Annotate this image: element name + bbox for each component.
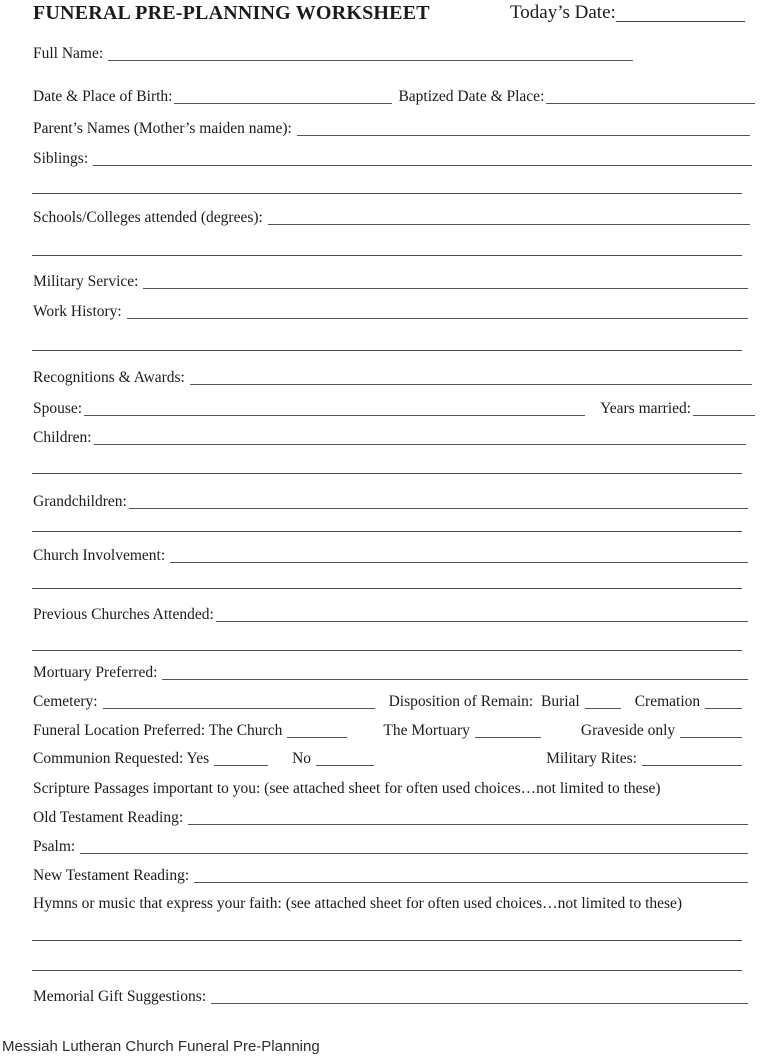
full-name-label: Full Name: [33,45,104,62]
mortuary-preferred-label: Mortuary Preferred: [33,664,158,681]
disposition-burial-label: Disposition of Remain: Burial [388,693,580,710]
previous-churches-label: Previous Churches Attended: [33,606,214,623]
schools-line [268,208,750,225]
work-history-label: Work History: [33,303,122,320]
burial-line [585,692,621,709]
field-church-involvement [33,546,748,565]
field-previous-churches [33,605,748,624]
scripture-note-row [33,779,758,798]
church-option-line [287,721,347,738]
cremation-label: Cremation [634,693,701,710]
the-mortuary-label: The Mortuary [383,722,470,739]
grandchildren-label: Grandchildren: [33,493,127,510]
memorial-gifts-line [211,987,748,1004]
field-new-testament [33,866,748,885]
new-testament-line [194,866,748,883]
spouse-line [84,399,585,416]
field-funeral-location [33,721,742,740]
field-schools [33,208,750,227]
old-testament-label: Old Testament Reading: [33,809,184,826]
grandchildren-extra-line [32,531,742,532]
mortuary-option-line [475,721,541,738]
field-full-name [33,44,633,63]
full-name-line [108,44,633,61]
years-married-label: Years married: [600,400,692,417]
cremation-line [705,692,742,709]
old-testament-line [188,808,748,825]
grandchildren-line [129,492,748,509]
page-title: FUNERAL PRE-PLANNING WORKSHEET [33,2,430,24]
memorial-gifts-label: Memorial Gift Suggestions: [33,988,207,1005]
field-birth-baptized [33,87,755,106]
spouse-label: Spouse: [33,400,83,417]
parents-line [297,119,750,136]
field-grandchildren [33,492,748,511]
children-line [94,428,746,445]
field-spouse [33,399,755,418]
field-communion-military-rites [33,749,742,768]
field-parents-names [33,119,750,138]
graveside-only-label: Graveside only [580,722,676,739]
recognitions-label: Recognitions & Awards: [33,369,185,386]
todays-date-row [510,1,745,24]
psalm-line [80,837,748,854]
schools-label: Schools/Colleges attended (degrees): [33,209,263,226]
hymns-note-row [33,894,758,913]
psalm-label: Psalm: [33,838,76,855]
hymns-note: Hymns or music that express your faith: (see attached sheet for often used choices…not limited to these) [33,895,683,912]
new-testament-label: New Testament Reading: [33,867,190,884]
todays-date-label: Today’s Date: [510,2,616,23]
military-service-label: Military Service: [33,273,139,290]
field-siblings [33,149,752,168]
military-rites-line [642,749,742,766]
field-memorial-gifts [33,987,748,1006]
todays-date-line [616,1,745,22]
yes-line [214,749,268,766]
no-label: No [292,750,312,767]
previous-churches-line [216,605,748,622]
funeral-location-label: Funeral Location Preferred: The Church [33,722,283,739]
schools-extra-line [32,255,742,256]
no-line [316,749,374,766]
baptized-line [546,87,755,104]
hymns-line-1 [32,940,742,941]
baptized-label: Baptized Date & Place: [398,88,545,105]
field-cemetery-disposition [33,692,742,711]
cemetery-line [103,692,375,709]
children-extra-line [32,473,742,474]
field-recognitions [33,368,752,387]
siblings-label: Siblings: [33,150,89,167]
previous-churches-extra-line [32,650,742,651]
field-children [33,428,746,447]
work-history-line [127,302,748,319]
field-old-testament [33,808,748,827]
cemetery-label: Cemetery: [33,693,98,710]
military-rites-label: Military Rites: [546,750,637,767]
mortuary-preferred-line [162,663,748,680]
parents-label: Parent’s Names (Mother’s maiden name): [33,120,292,137]
church-involvement-extra-line [32,588,742,589]
birth-line [174,87,392,104]
field-work-history [33,302,748,321]
footer-text: Messiah Lutheran Church Funeral Pre-Planning [2,1038,320,1055]
years-married-line [693,399,755,416]
communion-yes-label: Communion Requested: Yes [33,750,210,767]
military-service-line [143,272,748,289]
church-involvement-line [170,546,748,563]
siblings-extra-line [32,193,742,194]
children-label: Children: [33,429,92,446]
field-military-service [33,272,748,291]
work-history-extra-line [32,350,742,351]
birth-label: Date & Place of Birth: [33,88,173,105]
church-involvement-label: Church Involvement: [33,547,166,564]
graveside-option-line [680,721,742,738]
recognitions-line [190,368,752,385]
scripture-note: Scripture Passages important to you: (see attached sheet for often used choices…not limited to these) [33,780,661,797]
siblings-line [93,149,752,166]
field-psalm [33,837,748,856]
field-mortuary-preferred [33,663,748,682]
hymns-line-2 [32,970,742,971]
